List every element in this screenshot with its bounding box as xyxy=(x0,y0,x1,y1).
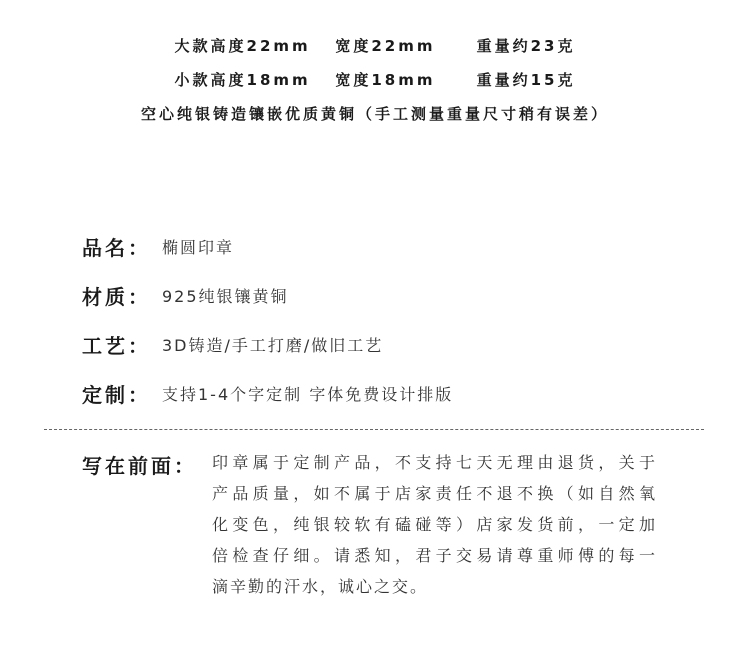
attr-value-material: 925纯银镶黄铜 xyxy=(162,286,289,306)
attr-value-custom: 支持1-4个字定制 字体免费设计排版 xyxy=(162,384,454,404)
notice-body xyxy=(212,450,657,605)
notice-line: 滴辛勤的汗水，诚心之交。 xyxy=(212,577,429,596)
attr-row-material xyxy=(82,282,289,308)
attr-row-craft xyxy=(82,331,383,357)
attr-row-name xyxy=(82,233,234,259)
attr-label-material: 材质： xyxy=(82,284,151,309)
dashed-divider xyxy=(44,429,704,430)
notice-line: 倍检查仔细。请悉知，君子交易请尊重师傅的每一 xyxy=(212,546,657,565)
attr-value-name: 椭圆印章 xyxy=(162,237,235,257)
notice-line: 化变色，纯银较软有磕碰等）店家发货前，一定加 xyxy=(212,515,657,534)
spec-small-size: 小款高度18mm 宽度18mm 重量约15克 xyxy=(174,71,576,89)
attr-row-custom xyxy=(82,380,453,406)
attr-label-craft: 工艺： xyxy=(82,333,151,358)
notice-label: 写在前面： xyxy=(82,454,197,478)
notice-line: 产品质量，如不属于店家责任不退不换（如自然氧 xyxy=(212,484,657,503)
attr-label-custom: 定制： xyxy=(82,382,151,407)
attr-label-name: 品名： xyxy=(82,235,151,260)
spec-material-note: 空心纯银铸造镶嵌优质黄铜（手工测量重量尺寸稍有误差） xyxy=(140,105,609,123)
notice-line: 印章属于定制产品，不支持七天无理由退货，关于 xyxy=(212,453,657,472)
spec-large-size: 大款高度22mm 宽度22mm 重量约23克 xyxy=(174,37,576,55)
attr-value-craft: 3D铸造/手工打磨/做旧工艺 xyxy=(162,335,384,355)
